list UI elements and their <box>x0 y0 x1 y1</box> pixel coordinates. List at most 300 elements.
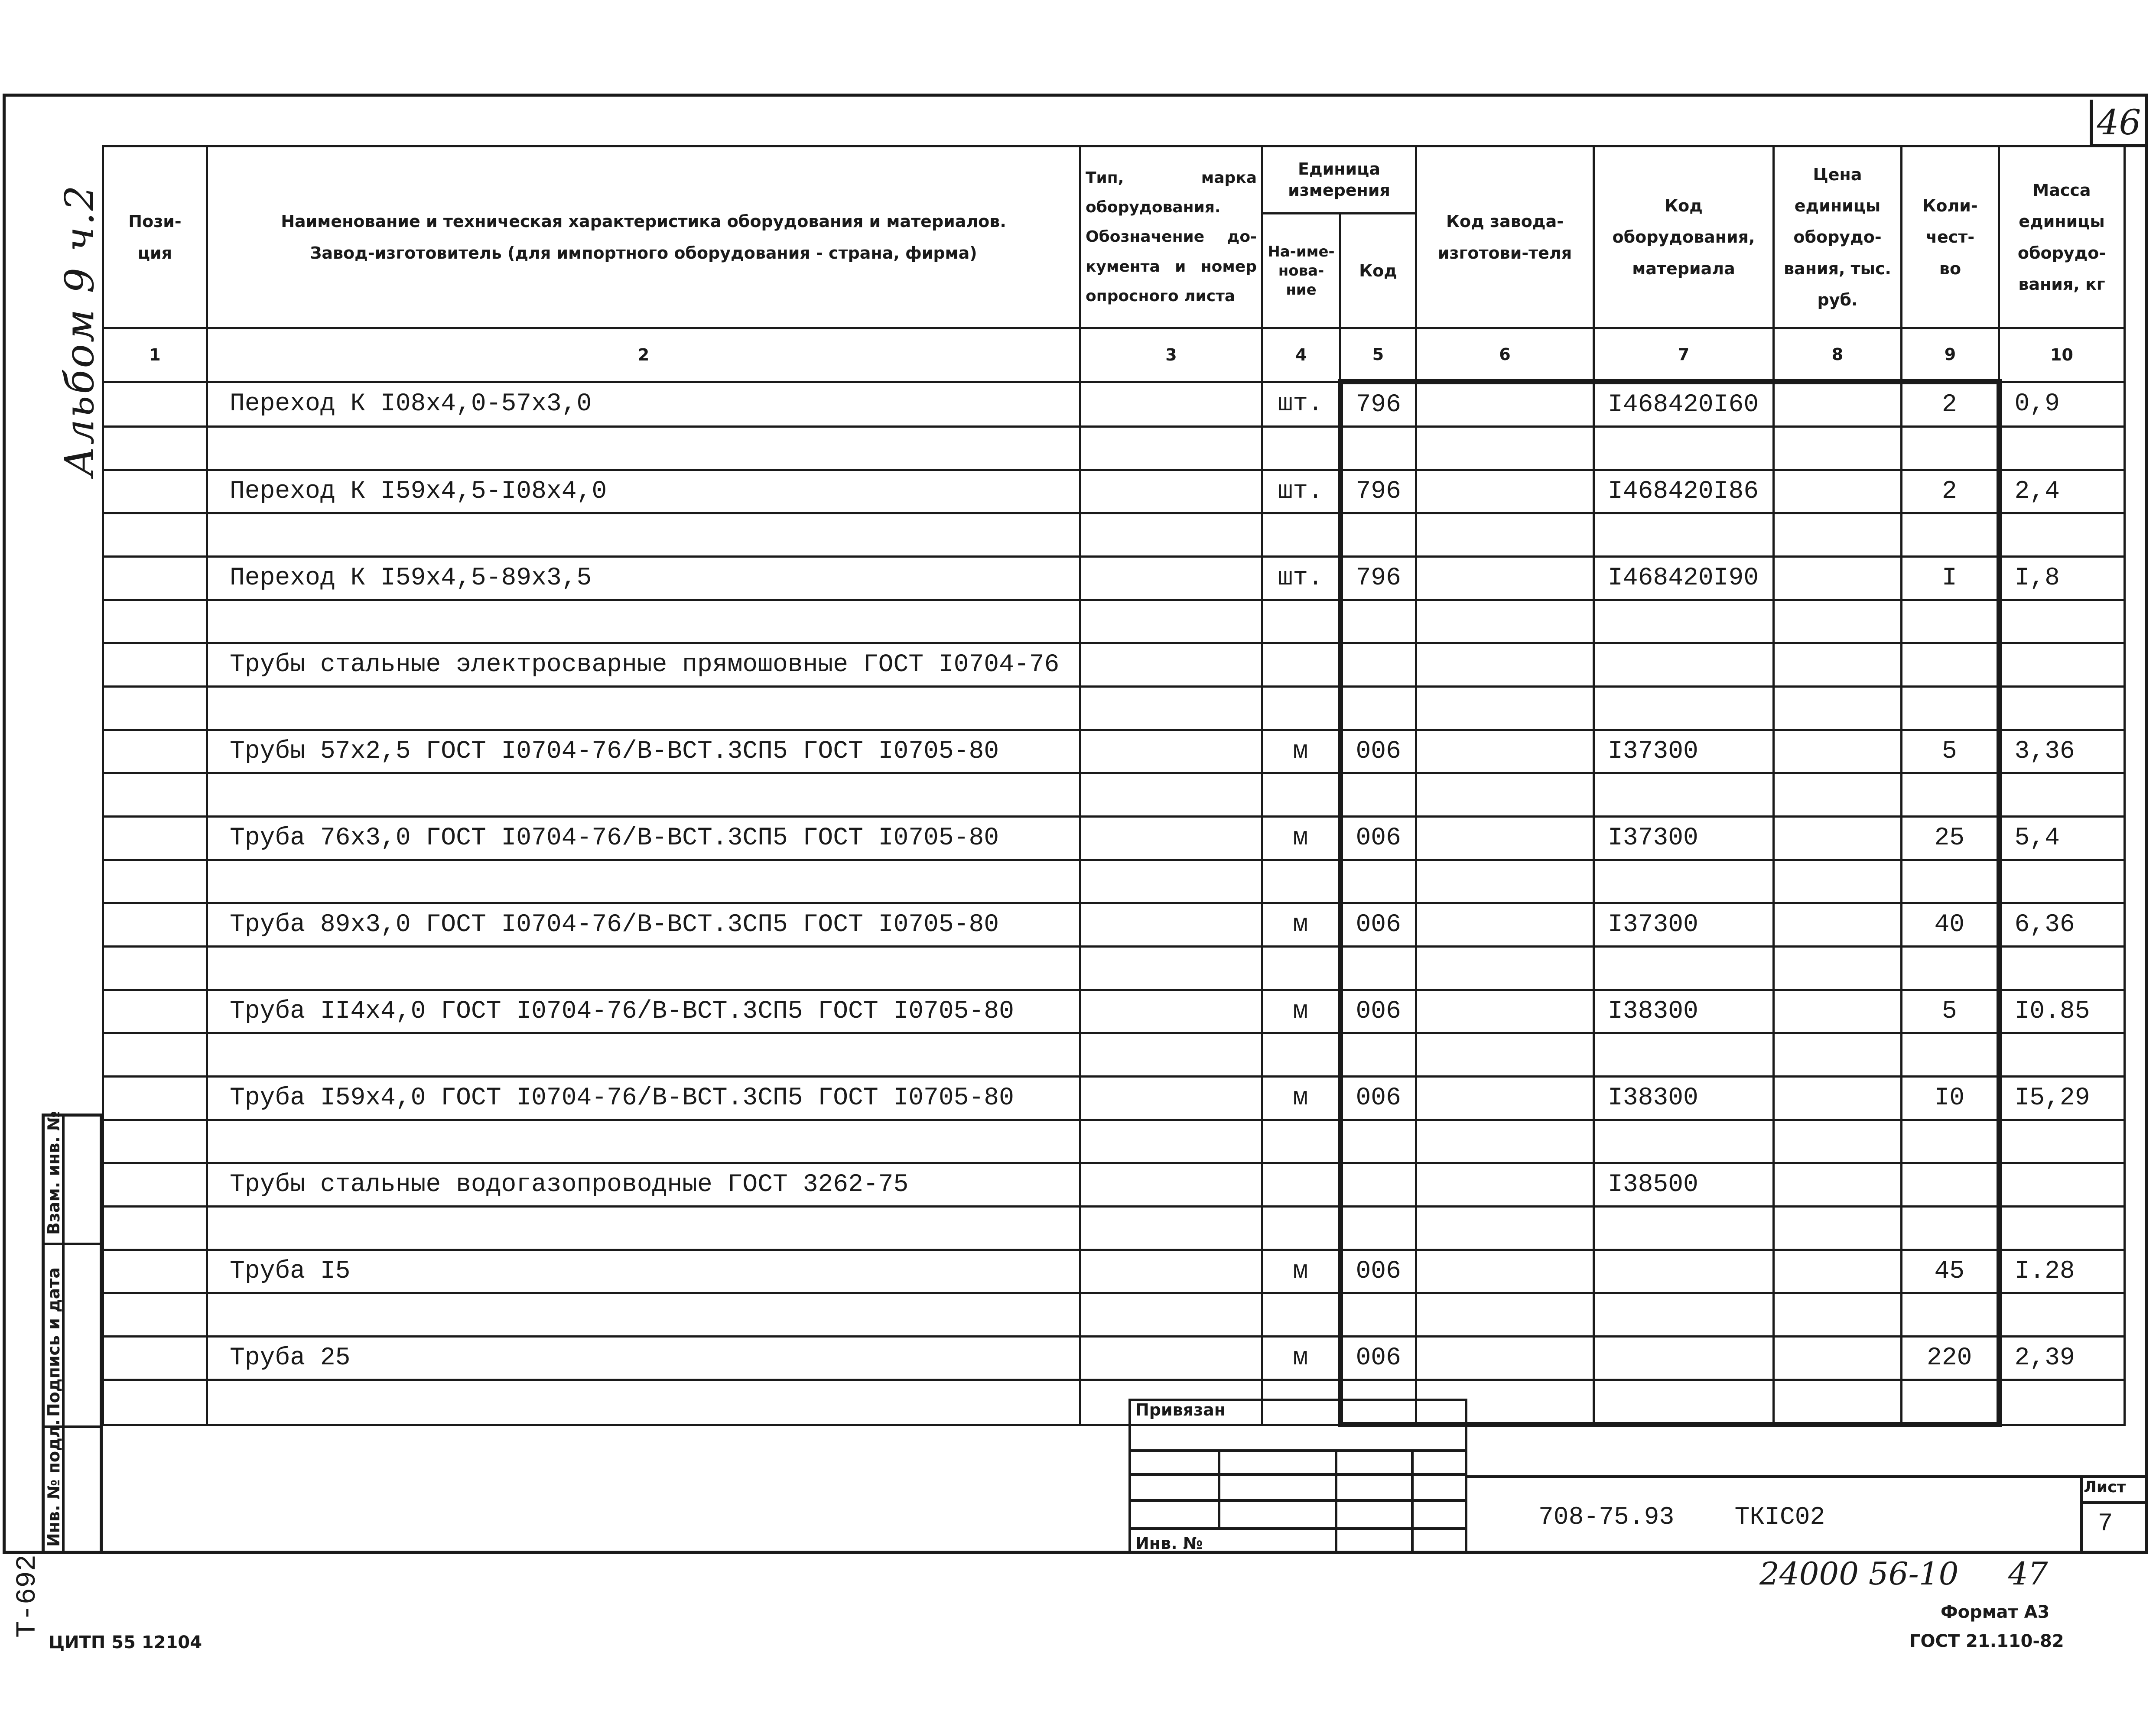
table-row <box>103 1337 2125 1380</box>
cell-empty <box>103 427 207 470</box>
table-row <box>103 557 2125 600</box>
cell-empty <box>1774 730 1902 773</box>
inv-no-label: Инв. № <box>1135 1534 1203 1553</box>
privyazan-label: Привязан <box>1135 1400 1226 1419</box>
cell-qty: 5 <box>1902 730 1999 773</box>
cell-empty <box>1774 1380 1902 1425</box>
cell-material-code: I468420I90 <box>1594 557 1774 600</box>
gost-label: ГОСТ 21.110-82 <box>1909 1631 2064 1651</box>
stamp-signature-label: Подпись и дата <box>44 1267 63 1417</box>
cell-empty <box>1080 1293 1262 1337</box>
cell-empty <box>103 382 207 427</box>
cell-empty <box>1774 643 1902 687</box>
col-number: 9 <box>1902 328 1999 382</box>
cell-mass: 2,39 <box>1999 1337 2125 1380</box>
cell-empty <box>1080 427 1262 470</box>
cell-unit <box>1262 600 1340 643</box>
title-block-line <box>2080 1475 2083 1554</box>
cell-unit <box>1262 427 1340 470</box>
cell-material-code <box>1594 1207 1774 1250</box>
cell-material-code <box>1594 1033 1774 1077</box>
cell-mass <box>1999 1120 2125 1163</box>
table-row <box>103 687 2125 730</box>
table-row <box>103 1207 2125 1250</box>
cell-empty <box>1416 730 1594 773</box>
cell-empty <box>1774 382 1902 427</box>
cell-empty <box>1080 470 1262 513</box>
privyazan-block <box>1128 1399 1467 1554</box>
cell-mass <box>1999 860 2125 903</box>
col-number: 3 <box>1080 328 1262 382</box>
cell-empty <box>1080 1120 1262 1163</box>
cell-unit-code <box>1340 773 1416 817</box>
table-row <box>103 817 2125 860</box>
cell-empty <box>1416 773 1594 817</box>
header-position: Пози- ция <box>103 146 207 328</box>
cell-material-code: I37300 <box>1594 817 1774 860</box>
cell-name: Труба I59х4,0 ГОСТ I0704-76/В-ВСТ.3СП5 ГОСТ I0705-80 <box>207 1077 1080 1120</box>
cell-empty <box>103 643 207 687</box>
table-row <box>103 600 2125 643</box>
header-unit-name: На-име-нова-ние <box>1262 214 1340 328</box>
cell-name <box>207 860 1080 903</box>
cell-qty <box>1902 643 1999 687</box>
cell-empty <box>1416 687 1594 730</box>
cell-unit <box>1262 860 1340 903</box>
col-number: 10 <box>1999 328 2125 382</box>
cell-empty <box>1416 903 1594 947</box>
cell-empty <box>1774 1033 1902 1077</box>
cell-mass: I5,29 <box>1999 1077 2125 1120</box>
table-row <box>103 730 2125 773</box>
cell-empty <box>1774 557 1902 600</box>
cell-empty <box>1416 643 1594 687</box>
cell-unit <box>1262 513 1340 557</box>
cell-empty <box>1774 1337 1902 1380</box>
cell-unit-code <box>1340 1163 1416 1207</box>
cell-empty <box>103 1250 207 1293</box>
table-row <box>103 773 2125 817</box>
cell-empty <box>1416 557 1594 600</box>
cell-unit: м <box>1262 1337 1340 1380</box>
side-code: Т-692 <box>12 1554 43 1638</box>
cell-name <box>207 1120 1080 1163</box>
cell-name <box>207 1380 1080 1425</box>
cell-qty <box>1902 1163 1999 1207</box>
col-number: 5 <box>1340 328 1416 382</box>
cell-empty <box>1416 1120 1594 1163</box>
title-block-line <box>2080 1501 2148 1504</box>
cell-empty <box>1774 860 1902 903</box>
cell-mass <box>1999 427 2125 470</box>
cell-empty <box>1416 470 1594 513</box>
header-price: Цена единицы оборудо-вания, тыс. руб. <box>1774 146 1902 328</box>
cell-empty <box>1416 1293 1594 1337</box>
list-label: Лист <box>2084 1478 2126 1496</box>
cell-empty <box>1080 1337 1262 1380</box>
cell-empty <box>103 1033 207 1077</box>
table-row <box>103 1250 2125 1293</box>
cell-qty: 45 <box>1902 1250 1999 1293</box>
cell-empty <box>1774 903 1902 947</box>
cell-mass <box>1999 1163 2125 1207</box>
cell-unit <box>1262 1207 1340 1250</box>
cell-empty <box>1416 1163 1594 1207</box>
cell-empty <box>1416 947 1594 990</box>
cell-unit-code <box>1340 947 1416 990</box>
cell-mass: 2,4 <box>1999 470 2125 513</box>
cell-qty <box>1902 1380 1999 1425</box>
cell-unit-code: 796 <box>1340 470 1416 513</box>
title-block-line <box>1128 1499 1467 1502</box>
cell-mass <box>1999 773 2125 817</box>
cell-unit <box>1262 687 1340 730</box>
cell-empty <box>103 1207 207 1250</box>
cell-empty <box>1774 1120 1902 1163</box>
cell-empty <box>1416 1250 1594 1293</box>
table-row <box>103 1163 2125 1207</box>
cell-unit-code: 796 <box>1340 382 1416 427</box>
cell-empty <box>103 903 207 947</box>
cell-empty <box>1080 513 1262 557</box>
cell-qty: 40 <box>1902 903 1999 947</box>
table-row <box>103 860 2125 903</box>
cell-empty <box>1080 1207 1262 1250</box>
table-row <box>103 643 2125 687</box>
cell-unit-code <box>1340 860 1416 903</box>
cell-qty <box>1902 1207 1999 1250</box>
cell-empty <box>1416 382 1594 427</box>
cell-name <box>207 947 1080 990</box>
cell-material-code <box>1594 1293 1774 1337</box>
cell-empty <box>1416 990 1594 1033</box>
cell-empty <box>1774 947 1902 990</box>
cell-qty <box>1902 1120 1999 1163</box>
table-row <box>103 1120 2125 1163</box>
header-mass: Масса единицы оборудо-вания, кг <box>1999 146 2125 328</box>
cell-mass <box>1999 600 2125 643</box>
cell-unit-code: 006 <box>1340 730 1416 773</box>
sheet-number: 46 <box>2097 102 2141 143</box>
cell-empty <box>1416 513 1594 557</box>
cell-name <box>207 600 1080 643</box>
cell-unit: м <box>1262 817 1340 860</box>
cell-qty: 2 <box>1902 470 1999 513</box>
cell-empty <box>103 687 207 730</box>
cell-unit-code <box>1340 643 1416 687</box>
header-unit-code: Код <box>1340 214 1416 328</box>
table-row <box>103 1033 2125 1077</box>
cell-material-code: I38300 <box>1594 1077 1774 1120</box>
cell-empty <box>103 1380 207 1425</box>
cell-name: Переход К I08х4,0-57х3,0 <box>207 382 1080 427</box>
cell-material-code <box>1594 1250 1774 1293</box>
cell-unit-code <box>1340 513 1416 557</box>
cell-empty <box>1774 990 1902 1033</box>
table-row <box>103 382 2125 427</box>
cell-empty <box>1774 817 1902 860</box>
cell-material-code: I38500 <box>1594 1163 1774 1207</box>
title-block-line <box>1411 1449 1414 1554</box>
cell-empty <box>103 557 207 600</box>
cell-unit-code <box>1340 1033 1416 1077</box>
cell-unit: шт. <box>1262 470 1340 513</box>
cell-qty: 25 <box>1902 817 1999 860</box>
cell-unit-code: 006 <box>1340 903 1416 947</box>
cell-mass <box>1999 1033 2125 1077</box>
cell-unit <box>1262 947 1340 990</box>
header-name <box>207 146 1080 328</box>
cell-material-code <box>1594 773 1774 817</box>
cell-mass <box>1999 643 2125 687</box>
cell-unit <box>1262 1033 1340 1077</box>
header-type: Тип, марка оборудования. Обозначение до-кумента и номер опросного листа <box>1080 146 1262 328</box>
cell-empty <box>1080 1077 1262 1120</box>
cell-qty <box>1902 1033 1999 1077</box>
cell-name: Труба 25 <box>207 1337 1080 1380</box>
cell-unit-code <box>1340 427 1416 470</box>
cell-name: Трубы 57х2,5 ГОСТ I0704-76/В-ВСТ.3СП5 ГОСТ I0705-80 <box>207 730 1080 773</box>
cell-empty <box>1774 427 1902 470</box>
cell-mass: 5,4 <box>1999 817 2125 860</box>
cell-unit: м <box>1262 1250 1340 1293</box>
cell-empty <box>1080 1250 1262 1293</box>
table-row <box>103 470 2125 513</box>
title-block-line <box>1128 1449 1467 1452</box>
cell-unit-code <box>1340 1120 1416 1163</box>
cell-unit-code <box>1340 687 1416 730</box>
stamp-divider <box>42 1243 103 1245</box>
cell-empty <box>1774 470 1902 513</box>
cell-empty <box>1080 947 1262 990</box>
cell-empty <box>1080 557 1262 600</box>
cell-empty <box>1080 860 1262 903</box>
cell-empty <box>103 1077 207 1120</box>
cell-empty <box>1416 1337 1594 1380</box>
cell-unit-code: 006 <box>1340 1250 1416 1293</box>
cell-name: Переход К I59х4,5-I08х4,0 <box>207 470 1080 513</box>
cell-empty <box>1080 817 1262 860</box>
title-block-line <box>1128 1527 1467 1530</box>
title-block-line <box>1128 1473 1467 1476</box>
cell-empty <box>1080 730 1262 773</box>
cell-empty <box>103 947 207 990</box>
cell-mass: I.28 <box>1999 1250 2125 1293</box>
cell-unit <box>1262 1163 1340 1207</box>
cell-unit <box>1262 773 1340 817</box>
table-row <box>103 1293 2125 1337</box>
stamp-inv-label: Инв. № подл. <box>44 1419 63 1547</box>
citp-label: ЦИТП 55 12104 <box>49 1633 202 1653</box>
col-number: 4 <box>1262 328 1340 382</box>
cell-empty <box>1416 1207 1594 1250</box>
cell-name <box>207 1033 1080 1077</box>
cell-empty <box>1416 600 1594 643</box>
header-name-line1: Наименование и техническая характеристика оборудования и материалов. <box>281 212 1006 231</box>
cell-unit: м <box>1262 903 1340 947</box>
cell-unit-code <box>1340 1293 1416 1337</box>
cell-mass: I,8 <box>1999 557 2125 600</box>
header-unit-group: Единица измерения <box>1262 146 1416 214</box>
cell-empty <box>1080 382 1262 427</box>
cell-empty <box>1416 817 1594 860</box>
cell-qty <box>1902 427 1999 470</box>
cell-empty <box>1774 1250 1902 1293</box>
cell-empty <box>1416 427 1594 470</box>
cell-unit-code: 006 <box>1340 1077 1416 1120</box>
cell-unit-code <box>1340 1207 1416 1250</box>
cell-mass: I0.85 <box>1999 990 2125 1033</box>
cell-qty <box>1902 513 1999 557</box>
cell-empty <box>1080 1033 1262 1077</box>
col-number: 8 <box>1774 328 1902 382</box>
col-number: 1 <box>103 328 207 382</box>
cell-name <box>207 1207 1080 1250</box>
cell-unit <box>1262 1120 1340 1163</box>
col-number: 6 <box>1416 328 1594 382</box>
cell-empty <box>103 470 207 513</box>
table-row <box>103 513 2125 557</box>
cell-material-code <box>1594 947 1774 990</box>
cell-unit <box>1262 1293 1340 1337</box>
cell-empty <box>1080 990 1262 1033</box>
format-label: Формат А3 <box>1941 1602 2050 1622</box>
cell-name: Переход К I59х4,5-89х3,5 <box>207 557 1080 600</box>
table-row <box>103 990 2125 1033</box>
cell-material-code: I37300 <box>1594 903 1774 947</box>
list-number: 7 <box>2097 1510 2113 1538</box>
cell-mass <box>1999 513 2125 557</box>
cell-name <box>207 687 1080 730</box>
cell-qty <box>1902 687 1999 730</box>
cell-mass <box>1999 687 2125 730</box>
cell-empty <box>1080 903 1262 947</box>
table-row <box>103 947 2125 990</box>
table-row <box>103 1380 2125 1425</box>
cell-qty <box>1902 600 1999 643</box>
cell-empty <box>103 990 207 1033</box>
title-block-line <box>1218 1449 1220 1527</box>
cell-empty <box>1080 687 1262 730</box>
header-material-code: Код оборудования, материала <box>1594 146 1774 328</box>
cell-qty: 2 <box>1902 382 1999 427</box>
cell-empty <box>103 1120 207 1163</box>
title-block-line <box>1335 1449 1337 1554</box>
cell-mass: 3,36 <box>1999 730 2125 773</box>
cell-empty <box>103 513 207 557</box>
cell-material-code: I468420I60 <box>1594 382 1774 427</box>
cell-empty <box>1416 1033 1594 1077</box>
cell-qty: I0 <box>1902 1077 1999 1120</box>
cell-empty <box>1774 600 1902 643</box>
cell-unit <box>1262 643 1340 687</box>
cell-unit-code: 006 <box>1340 1337 1416 1380</box>
specification-table <box>102 145 2126 1427</box>
cell-empty <box>1774 687 1902 730</box>
cell-name: Труба I5 <box>207 1250 1080 1293</box>
cell-mass <box>1999 947 2125 990</box>
cell-mass <box>1999 1207 2125 1250</box>
cell-empty <box>1080 600 1262 643</box>
cell-material-code <box>1594 1380 1774 1425</box>
cell-qty: 220 <box>1902 1337 1999 1380</box>
cell-material-code <box>1594 427 1774 470</box>
cell-empty <box>1774 773 1902 817</box>
cell-material-code <box>1594 687 1774 730</box>
cell-mass <box>1999 1380 2125 1425</box>
table-row <box>103 903 2125 947</box>
cell-empty <box>1774 513 1902 557</box>
cell-name: Труба 76х3,0 ГОСТ I0704-76/В-ВСТ.3СП5 ГОСТ I0705-80 <box>207 817 1080 860</box>
cell-mass: 0,9 <box>1999 382 2125 427</box>
cell-empty <box>1774 1163 1902 1207</box>
cell-unit-code: 006 <box>1340 817 1416 860</box>
cell-qty <box>1902 947 1999 990</box>
cell-unit-code: 006 <box>1340 990 1416 1033</box>
cell-material-code: I37300 <box>1594 730 1774 773</box>
cell-empty <box>1080 643 1262 687</box>
cell-empty <box>1774 1207 1902 1250</box>
cell-mass <box>1999 1293 2125 1337</box>
cell-unit-code <box>1340 600 1416 643</box>
col-number: 2 <box>207 328 1080 382</box>
cell-material-code <box>1594 513 1774 557</box>
cell-name <box>207 427 1080 470</box>
cell-unit: шт. <box>1262 382 1340 427</box>
header-name-line2: Завод-изготовитель (для импортного оборудования - страна, фирма) <box>310 243 977 263</box>
header-quantity: Коли-чест-во <box>1902 146 1999 328</box>
cell-name <box>207 773 1080 817</box>
cell-name: Труба 89х3,0 ГОСТ I0704-76/В-ВСТ.3СП5 ГОСТ I0705-80 <box>207 903 1080 947</box>
cell-empty <box>103 860 207 903</box>
title-block-line <box>1465 1475 2148 1478</box>
cell-qty: I <box>1902 557 1999 600</box>
cell-empty <box>103 600 207 643</box>
table-row <box>103 427 2125 470</box>
col-number: 7 <box>1594 328 1774 382</box>
document-number: 708-75.93 ТКIС02 <box>1538 1503 1825 1532</box>
cell-empty <box>103 773 207 817</box>
cell-empty <box>103 1337 207 1380</box>
cell-unit-code: 796 <box>1340 557 1416 600</box>
cell-name: Трубы стальные водогазопроводные ГОСТ 3262-75 <box>207 1163 1080 1207</box>
cell-qty: 5 <box>1902 990 1999 1033</box>
cell-qty <box>1902 773 1999 817</box>
cell-empty <box>1416 860 1594 903</box>
cell-empty <box>1080 1163 1262 1207</box>
cell-empty <box>103 1293 207 1337</box>
handwritten-note: 24000 56-10 47 <box>1759 1555 2048 1592</box>
cell-name: Труба II4х4,0 ГОСТ I0704-76/В-ВСТ.3СП5 ГОСТ I0705-80 <box>207 990 1080 1033</box>
cell-unit: м <box>1262 1077 1340 1120</box>
cell-name: Трубы стальные электросварные прямошовные ГОСТ I0704-76 <box>207 643 1080 687</box>
cell-material-code <box>1594 1337 1774 1380</box>
cell-material-code <box>1594 860 1774 903</box>
cell-name <box>207 1293 1080 1337</box>
cell-empty <box>1080 773 1262 817</box>
table-row <box>103 1077 2125 1120</box>
cell-material-code <box>1594 643 1774 687</box>
cell-empty <box>103 1163 207 1207</box>
cell-empty <box>103 730 207 773</box>
cell-unit: м <box>1262 730 1340 773</box>
specification-body <box>103 382 2125 1425</box>
cell-material-code <box>1594 1120 1774 1163</box>
cell-material-code <box>1594 600 1774 643</box>
cell-empty <box>103 817 207 860</box>
cell-material-code: I38300 <box>1594 990 1774 1033</box>
cell-unit: шт. <box>1262 557 1340 600</box>
